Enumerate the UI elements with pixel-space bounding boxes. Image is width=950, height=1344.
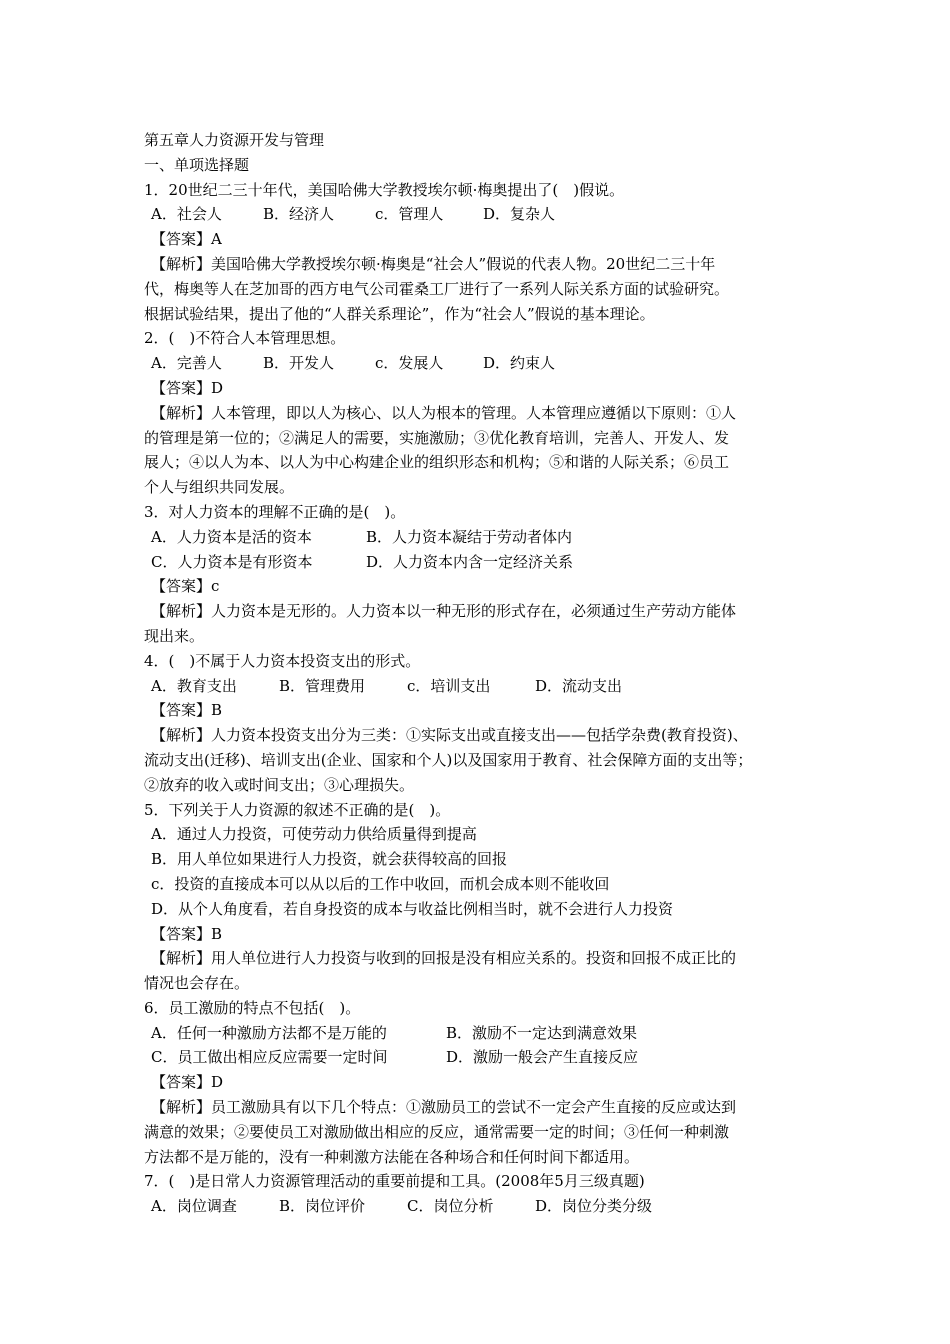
answer-option: B．经济人 bbox=[263, 205, 335, 224]
question-stem: 4．( )不属于人力资本投资支出的形式。 bbox=[144, 651, 421, 670]
option-row bbox=[144, 1045, 812, 1070]
answer-option: c．管理人 bbox=[375, 205, 444, 224]
answer-option: C．人力资本是有形资本 bbox=[151, 552, 313, 571]
answer-option: A．任何一种激励方法都不是万能的 bbox=[151, 1023, 387, 1042]
answer-option: A．人力资本是活的资本 bbox=[151, 527, 312, 546]
answer-option: A．完善人 bbox=[151, 354, 222, 373]
option-row bbox=[144, 822, 812, 847]
option-row bbox=[144, 550, 812, 575]
question-stem: 7．( )是日常人力资源管理活动的重要前提和工具。(2008年5月三级真题) bbox=[144, 1172, 645, 1191]
explanation-line: ②放弃的收入或时间支出；③心理损失。 bbox=[144, 775, 415, 794]
question-stem: 6．员工激励的特点不包括( )。 bbox=[144, 998, 361, 1017]
chapter-title: 第五章人力资源开发与管理 bbox=[144, 131, 325, 149]
answer-option: B．用人单位如果进行人力投资，就会获得较高的回报 bbox=[151, 850, 508, 869]
explanation-line: 情况也会存在。 bbox=[144, 974, 250, 993]
explanation-line: 满意的效果；②要使员工对激励做出相应的反应，通常需要一定的时间；③任何一种刺激 bbox=[144, 1122, 730, 1141]
answer-option: C．岗位分析 bbox=[407, 1197, 494, 1216]
explanation-line: 【解析】员工激励具有以下几个特点：①激励员工的尝试不一定会产生直接的反应或达到 bbox=[151, 1098, 737, 1117]
explanation-line: 【解析】人本管理，即以人为核心、以人为根本的管理。人本管理应遵循以下原则：①人 bbox=[151, 403, 737, 422]
answer-option: A．教育支出 bbox=[151, 676, 237, 695]
answer-option: D．约束人 bbox=[483, 354, 556, 373]
explanation-line: 的管理是第一位的；②满足人的需要，实施激励；③优化教育培训，完善人、开发人、发 bbox=[144, 428, 730, 447]
answer-option: A．社会人 bbox=[151, 205, 222, 224]
explanation-line: 方法都不是万能的，没有一种刺激方法能在各种场合和任何时间下都适用。 bbox=[144, 1147, 640, 1166]
answer-option: A．通过人力投资，可使劳动力供给质量得到提高 bbox=[151, 825, 477, 844]
explanation-line: 代，梅奥等人在芝加哥的西方电气公司霍桑工厂进行了一系列人际关系方面的试验研究。 bbox=[144, 279, 730, 298]
explanation-line: 【解析】人力资本投资支出分为三类：①实际支出或直接支出——包括学杂费(教育投资)、 bbox=[151, 726, 748, 745]
question-stem: 5．下列关于人力资源的叙述不正确的是( )。 bbox=[144, 800, 451, 819]
answer-line: 【答案】D bbox=[151, 378, 224, 397]
answer-option: C．员工做出相应反应需要一定时间 bbox=[151, 1048, 388, 1067]
answer-option: A．岗位调查 bbox=[151, 1197, 237, 1216]
document-body bbox=[144, 128, 812, 1219]
explanation-line: 根据试验结果，提出了他的“人群关系理论”，作为“社会人”假说的基本理论。 bbox=[144, 304, 655, 323]
answer-option: B．人力资本凝结于劳动者体内 bbox=[366, 527, 573, 546]
section-heading: 一、单项选择题 bbox=[144, 155, 250, 174]
explanation-line: 流动支出(迁移)、培训支出(企业、国家和个人)以及国家用于教育、社会保障方面的支出等； bbox=[144, 750, 753, 769]
option-row bbox=[144, 674, 812, 699]
option-row bbox=[144, 351, 812, 376]
answer-option: c．培训支出 bbox=[407, 676, 491, 695]
answer-option: D．复杂人 bbox=[483, 205, 556, 224]
answer-option: D．激励一般会产生直接反应 bbox=[446, 1048, 639, 1067]
explanation-line: 【解析】用人单位进行人力投资与收到的回报是没有相应关系的。投资和回报不成正比的 bbox=[151, 949, 737, 968]
option-row bbox=[144, 1021, 812, 1046]
answer-line: 【答案】B bbox=[151, 701, 223, 720]
option-row bbox=[144, 872, 812, 897]
option-row bbox=[144, 525, 812, 550]
question-stem: 2．( )不符合人本管理思想。 bbox=[144, 329, 346, 348]
question-stem: 3．对人力资本的理解不正确的是( )。 bbox=[144, 502, 406, 521]
answer-option: D．流动支出 bbox=[535, 676, 623, 695]
answer-option: B．岗位评价 bbox=[279, 1197, 366, 1216]
answer-option: c．投资的直接成本可以从以后的工作中收回，而机会成本则不能收回 bbox=[151, 874, 610, 893]
answer-option: c．发展人 bbox=[375, 354, 444, 373]
answer-option: D．从个人角度看，若自身投资的成本与收益比例相当时，就不会进行人力投资 bbox=[151, 899, 674, 918]
answer-option: B．开发人 bbox=[263, 354, 335, 373]
answer-option: D．人力资本内含一定经济关系 bbox=[366, 552, 574, 571]
explanation-line: 个人与组织共同发展。 bbox=[144, 478, 295, 497]
option-row bbox=[144, 847, 812, 872]
answer-option: B．激励不一定达到满意效果 bbox=[446, 1023, 638, 1042]
answer-line: 【答案】c bbox=[151, 577, 220, 596]
option-row bbox=[144, 897, 812, 922]
explanation-line: 展人；④以人为本、以人为中心构建企业的组织形态和机构；⑤和谐的人际关系；⑥员工 bbox=[144, 453, 730, 472]
answer-option: B．管理费用 bbox=[279, 676, 366, 695]
answer-line: 【答案】B bbox=[151, 924, 223, 943]
explanation-line: 【解析】美国哈佛大学教授埃尔顿·梅奥是“社会人”假说的代表人物。20世纪二三十年 bbox=[151, 254, 716, 273]
explanation-line: 【解析】人力资本是无形的。人力资本以一种无形的形式存在，必须通过生产劳动方能体 bbox=[151, 602, 737, 621]
answer-line: 【答案】A bbox=[151, 230, 222, 249]
answer-line: 【答案】D bbox=[151, 1073, 224, 1092]
question-stem: 1．20世纪二三十年代，美国哈佛大学教授埃尔顿·梅奥提出了( )假说。 bbox=[144, 180, 625, 199]
option-row bbox=[144, 202, 812, 227]
answer-option: D．岗位分类分级 bbox=[535, 1197, 653, 1216]
option-row bbox=[144, 1194, 812, 1219]
explanation-line: 现出来。 bbox=[144, 626, 205, 645]
